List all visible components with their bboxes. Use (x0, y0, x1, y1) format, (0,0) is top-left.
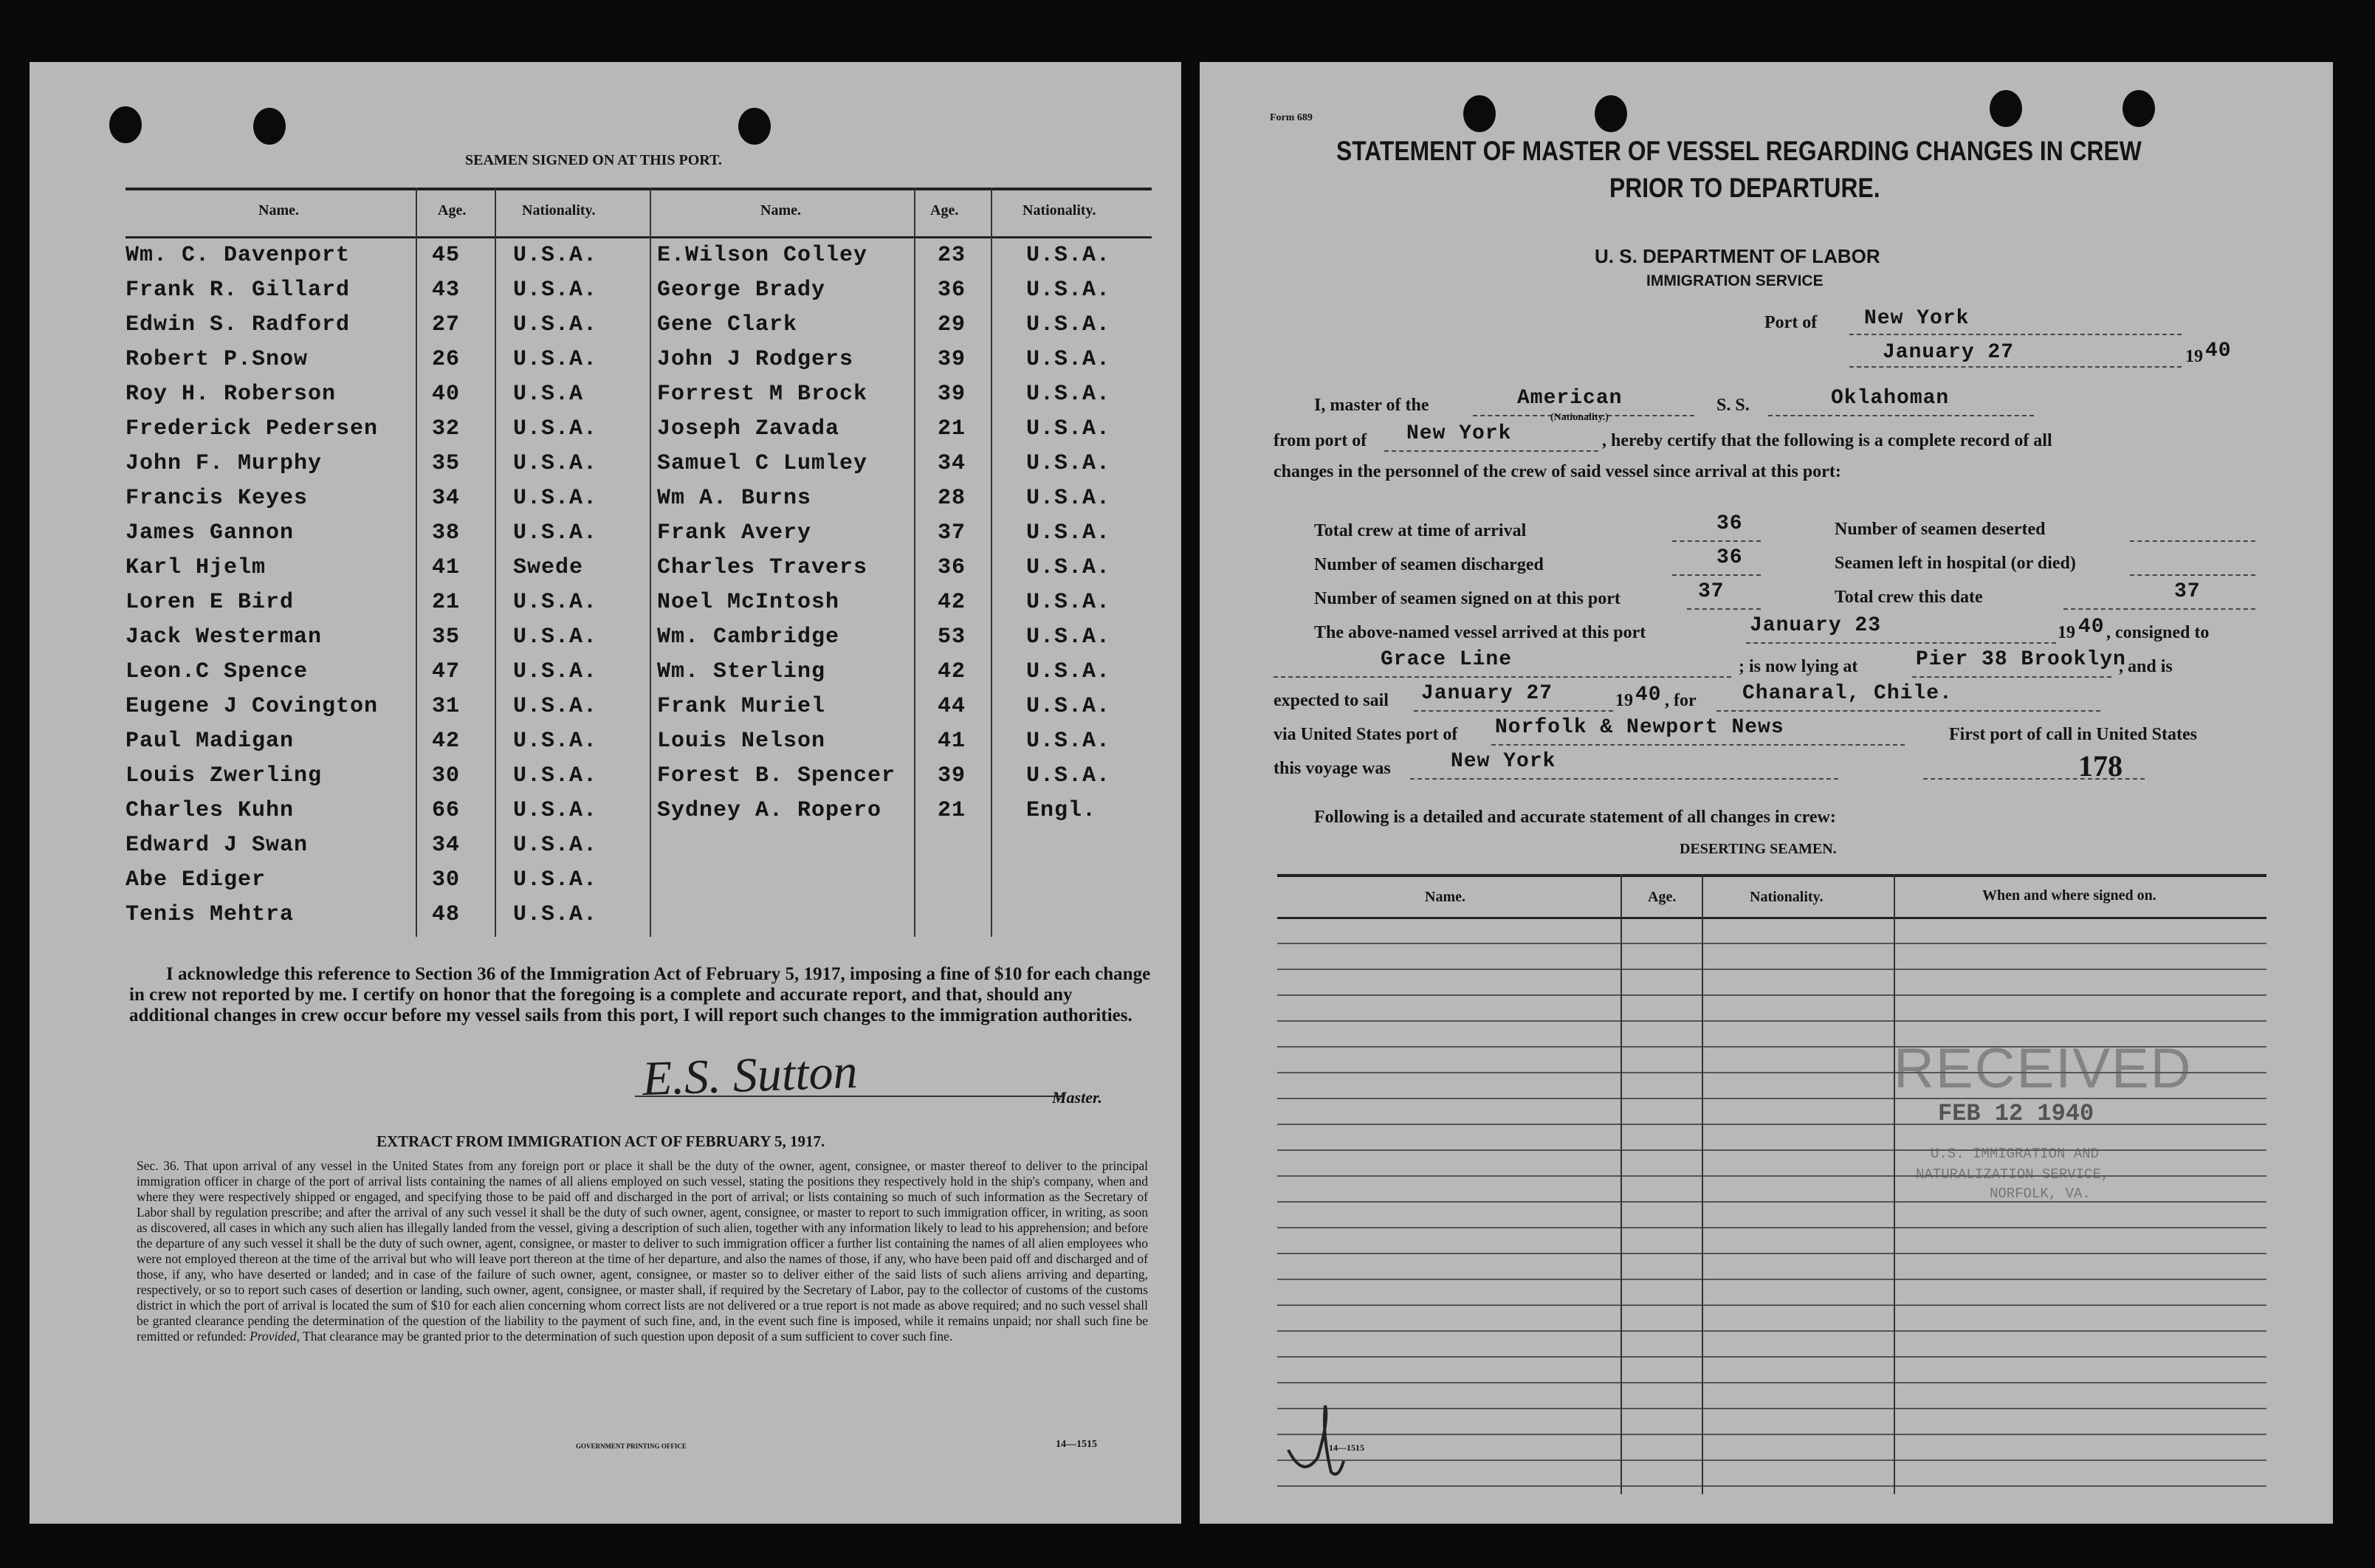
stat-value: 36 (1716, 512, 1743, 535)
crew-row (126, 273, 1152, 308)
master-line-label: I, master of the (1314, 396, 1429, 415)
punch-hole (109, 106, 142, 143)
crew-nat: U.S.A. (513, 694, 598, 719)
crew-age: 30 (432, 867, 461, 893)
col-name-2: Name. (760, 202, 801, 219)
crew-nat: U.S.A. (1026, 729, 1111, 754)
form-title-line1: STATEMENT OF MASTER OF VESSEL REGARDING CHANGES IN CREW (1336, 136, 2142, 166)
seamen-signed-header: SEAMEN SIGNED ON AT THIS PORT. (465, 152, 722, 168)
extract-proviso: That clearance may be granted prior to the determination of such question upon deposit of a sum sufficient to cover such fine. (303, 1329, 953, 1344)
crew-name: James Gannon (126, 520, 295, 546)
deserting-row (1277, 1382, 2266, 1383)
year-prefix: 19 (2185, 347, 2203, 366)
right-page (1200, 62, 2333, 1524)
crew-nat: U.S.A. (1026, 659, 1111, 684)
lying-value: Pier 38 Brooklyn (1916, 648, 2126, 671)
crew-nat: U.S.A. (513, 451, 598, 476)
crew-age: 35 (432, 451, 461, 476)
deserting-row (1277, 1459, 2266, 1461)
punch-hole (1990, 90, 2022, 127)
desert-col-age: Age. (1648, 889, 1677, 905)
service: IMMIGRATION SERVICE (1646, 272, 1824, 289)
crew-name: Sydney A. Ropero (657, 798, 882, 823)
arrived-year-prefix: 19 (2058, 623, 2075, 642)
crew-age: 36 (938, 278, 966, 303)
crew-nat: U.S.A. (513, 798, 598, 823)
lying-label: ; is now lying at (1739, 657, 1858, 676)
desert-col-when: When and where signed on. (1982, 887, 2156, 904)
crew-name: Karl Hjelm (126, 555, 267, 580)
crew-name: Louis Nelson (657, 729, 826, 754)
crew-row (126, 447, 1152, 481)
crew-name: Joseph Zavada (657, 416, 840, 441)
first-port-label: First port of call in United States (1949, 725, 2197, 744)
nationality-caption: (Nationality.) (1550, 412, 1609, 423)
crew-table-header (126, 188, 1152, 238)
stat-label: Number of seamen discharged (1314, 555, 1544, 574)
crew-row (126, 759, 1152, 794)
stat-value-2: 37 (2174, 580, 2201, 603)
crew-row (126, 828, 1152, 863)
crew-nat: U.S.A. (513, 902, 598, 927)
crew-name: Wm. C. Davenport (126, 243, 351, 268)
crew-name: Frank R. Gillard (126, 278, 351, 303)
stat-label: Total crew at time of arrival (1314, 521, 1527, 540)
crew-nat: U.S.A. (1026, 382, 1111, 407)
crew-nat: U.S.A. (1026, 312, 1111, 337)
voyage-label: this voyage was (1274, 759, 1391, 778)
crew-name: Roy H. Roberson (126, 382, 337, 407)
crew-row (126, 343, 1152, 377)
col-name-1: Name. (258, 202, 299, 219)
voyage-value: New York (1451, 750, 1556, 773)
crew-age: 32 (432, 416, 461, 441)
crew-nat: U.S.A. (1026, 763, 1111, 788)
date-value: January 27 (1883, 341, 2015, 364)
deserting-row (1277, 1020, 2266, 1022)
crew-age: 39 (938, 763, 966, 788)
crew-name: George Brady (657, 278, 826, 303)
ship-name: Oklahoman (1831, 387, 1950, 410)
crew-nat: U.S.A. (1026, 694, 1111, 719)
crew-row (126, 412, 1152, 447)
crew-name: Paul Madigan (126, 729, 295, 754)
crew-nat: U.S.A. (513, 520, 598, 546)
crew-name: Eugene J Covington (126, 694, 379, 719)
crew-age: 31 (432, 694, 461, 719)
crew-name: Frederick Pedersen (126, 416, 379, 441)
stat-value: 37 (1698, 580, 1725, 603)
crew-age: 42 (938, 590, 966, 615)
crew-name: Noel McIntosh (657, 590, 840, 615)
col-age-1: Age. (438, 202, 467, 219)
port-value: New York (1864, 307, 1970, 330)
crew-row (126, 724, 1152, 759)
consignee: Grace Line (1381, 648, 1513, 671)
form-title-line2: PRIOR TO DEPARTURE. (1609, 173, 1880, 203)
crew-nat: U.S.A. (1026, 278, 1111, 303)
crew-name: Francis Keyes (126, 486, 309, 511)
master-signature: E.S. Sutton (641, 1044, 859, 1107)
crew-age: 41 (938, 729, 966, 754)
initials-scribble (1274, 1391, 1377, 1487)
crew-row (126, 690, 1152, 724)
deserting-row (1277, 1253, 2266, 1254)
expected-label: expected to sail (1274, 691, 1389, 710)
port-label: Port of (1764, 313, 1818, 332)
from-port-value: New York (1406, 422, 1512, 445)
department: U. S. DEPARTMENT OF LABOR (1595, 245, 1880, 267)
crew-age: 34 (432, 486, 461, 511)
deserting-row (1277, 1434, 2266, 1435)
crew-nat: U.S.A. (513, 312, 598, 337)
deserting-row (1277, 1227, 2266, 1228)
nationality-value: American (1517, 387, 1623, 410)
for-label: , for (1665, 691, 1697, 710)
deserting-row (1277, 994, 2266, 996)
crew-row (126, 551, 1152, 585)
crew-name: Tenis Mehtra (126, 902, 295, 927)
crew-name: Wm. Cambridge (657, 625, 840, 650)
crew-row (126, 655, 1152, 690)
crew-nat: U.S.A. (513, 625, 598, 650)
crew-name: Edward J Swan (126, 833, 309, 858)
crew-age: 34 (938, 451, 966, 476)
crew-nat: U.S.A. (1026, 451, 1111, 476)
crew-age: 29 (938, 312, 966, 337)
extract-proviso-lead: Provided, (250, 1329, 300, 1344)
reference-number: 178 (2078, 749, 2123, 783)
crew-age: 28 (938, 486, 966, 511)
crew-nat: U.S.A. (513, 833, 598, 858)
stat-label: Number of seamen signed on at this port (1314, 589, 1620, 608)
crew-age: 39 (938, 382, 966, 407)
crew-name: Forrest M Brock (657, 382, 868, 407)
crew-name: John F. Murphy (126, 451, 323, 476)
extract-title: EXTRACT FROM IMMIGRATION ACT OF FEBRUARY 5, 1917. (377, 1132, 825, 1150)
crew-name: Samuel C Lumley (657, 451, 868, 476)
arrived-label: The above-named vessel arrived at this port (1314, 623, 1646, 642)
stat-label-2: Seamen left in hospital (or died) (1835, 554, 2076, 573)
crew-age: 45 (432, 243, 461, 268)
crew-name: John J Rodgers (657, 347, 854, 372)
arrived-date: January 23 (1750, 614, 1882, 637)
crew-name: Charles Kuhn (126, 798, 295, 823)
stat-label-2: Number of seamen deserted (1835, 520, 2046, 539)
crew-age: 42 (938, 659, 966, 684)
left-form-code: 14—1515 (1056, 1439, 1097, 1450)
crew-table (126, 188, 1152, 932)
crew-nat: U.S.A. (513, 243, 598, 268)
deserting-row (1277, 1201, 2266, 1203)
crew-name: Louis Zwerling (126, 763, 323, 788)
deserting-row (1277, 1330, 2266, 1332)
crew-name: Frank Muriel (657, 694, 826, 719)
crew-age: 43 (432, 278, 461, 303)
extract-body (137, 1158, 1148, 1344)
crew-name: Wm. Sterling (657, 659, 826, 684)
crew-age: 39 (938, 347, 966, 372)
crew-nat: U.S.A. (513, 659, 598, 684)
crew-age: 38 (432, 520, 461, 546)
and-is: , and is (2119, 657, 2173, 676)
crew-nat: U.S.A. (1026, 347, 1111, 372)
deserting-title: DESERTING SEAMEN. (1680, 841, 1837, 857)
punch-hole (738, 108, 771, 145)
crew-nat: U.S.A. (513, 278, 598, 303)
right-form-code: 14—1515 (1329, 1443, 1364, 1453)
stamp-line2: NATURALIZATION SERVICE, (1916, 1166, 2110, 1183)
crew-age: 47 (432, 659, 461, 684)
form-number: Form 689 (1270, 112, 1313, 123)
crew-name: Gene Clark (657, 312, 798, 337)
crew-age: 48 (432, 902, 461, 927)
changes-text: changes in the personnel of the crew of said vessel since arrival at this port: (1274, 462, 1841, 481)
crew-nat: U.S.A. (513, 763, 598, 788)
deserting-row (1277, 1408, 2266, 1409)
crew-nat: U.S.A (513, 382, 584, 407)
crew-age: 26 (432, 347, 461, 372)
deserting-row (1277, 1485, 2266, 1487)
crew-nat: Swede (513, 555, 584, 580)
crew-nat: U.S.A. (1026, 625, 1111, 650)
crew-nat: U.S.A. (1026, 520, 1111, 546)
consigned-label: , consigned to (2106, 623, 2210, 642)
crew-age: 53 (938, 625, 966, 650)
col-nat-1: Nationality. (522, 202, 596, 219)
stat-value: 36 (1716, 546, 1743, 569)
crew-age: 27 (432, 312, 461, 337)
crew-name: Edwin S. Radford (126, 312, 351, 337)
crew-row (126, 481, 1152, 516)
crew-age: 44 (938, 694, 966, 719)
crew-age: 37 (938, 520, 966, 546)
crew-nat: U.S.A. (513, 729, 598, 754)
crew-nat: U.S.A. (1026, 243, 1111, 268)
crew-nat: Engl. (1026, 798, 1097, 823)
crew-name: Forest B. Spencer (657, 763, 896, 788)
crew-row (126, 308, 1152, 343)
col-age-2: Age. (930, 202, 959, 219)
crew-age: 21 (432, 590, 461, 615)
master-label: Master. (1052, 1088, 1102, 1107)
crew-nat: U.S.A. (513, 486, 598, 511)
stat-label-2: Total crew this date (1835, 588, 1983, 607)
destination: Chanaral, Chile. (1742, 682, 1953, 705)
crew-row (126, 794, 1152, 828)
crew-nat: U.S.A. (1026, 486, 1111, 511)
crew-nat: U.S.A. (1026, 555, 1111, 580)
stamp-line1: U.S. IMMIGRATION AND (1931, 1146, 2100, 1162)
extract-text: Sec. 36. That upon arrival of any vessel in the United States from any foreign port or place it shall be the duty of the owner, agent, consignee, or master thereof to deliver to the principal immigration officer in charge of the port of arrival lists containing the names of all aliens employed on such vessel, stating the positions they respectively hold in the ship's company, when and where they were respectively shipped or engaged, and specifying those to be paid off and discharged in the port of arrival; or lists containing so much of such information as the Secretary of Labor shall by regulation prescribe; and after the arrival of any such vessel it shall be the duty of such owner, agent, consignee, or master to report to such immigration officer, in writing, as soon as discovered, all cases in which any such alien has illegally landed from the vessel, giving a description of such alien, together with any information likely to lead to his apprehension; and before the departure of any such vessel it shall be the duty of such owner, agent, consignee, or master to deliver to such immigration officer a further list containing the names of all alien employees who were not employed thereon at the time of the arrival but who will leave port thereon at the time of her departure, and also the names of those, if any, who have been paid off and discharged and of those, if any, who have deserted or landed; and in case of the failure of such owner, agent, consignee, or master so to deliver either of the said lists of such aliens arriving and departing, respectively, or so to report such cases of desertion or landing, such owner, agent, consignee, or master shall, if required by the Secretary of Labor, pay to the collector of customs of the customs district in which the port of arrival is located the sum of $10 for each alien concerning whom correct lists are not delivered or a true report is not made as above required; and no such vessel shall be granted clearance pending the determination of the question of the liability to the payment of such fine, and, in the event such fine is imposed, while it remains unpaid; nor shall such fine be remitted or refunded: (137, 1158, 1148, 1344)
crew-nat: U.S.A. (513, 867, 598, 893)
received-stamp (1894, 1036, 2193, 1202)
crew-nat: U.S.A. (513, 347, 598, 372)
sail-year-prefix: 19 (1615, 691, 1633, 710)
crew-row (126, 238, 1152, 273)
crew-age: 21 (938, 416, 966, 441)
crew-age: 36 (938, 555, 966, 580)
desert-col-nat: Nationality. (1750, 889, 1824, 905)
crew-name: Loren E Bird (126, 590, 295, 615)
col-nat-2: Nationality. (1022, 202, 1096, 219)
crew-name: Wm A. Burns (657, 486, 812, 511)
crew-name: Frank Avery (657, 520, 812, 546)
deserting-row (1277, 1304, 2266, 1306)
sail-date: January 27 (1421, 682, 1553, 705)
crew-nat: U.S.A. (1026, 590, 1111, 615)
punch-hole (253, 108, 286, 145)
crew-age: 34 (432, 833, 461, 858)
acknowledgement-text: I acknowledge this reference to Section 36 of the Immigration Act of February 5, 1917, imposing a fine of $10 for each change in crew not reported by me. I certify on honor that the foregoing is a complete and accurate report, and that, should any additional changes in crew occur before my vessel sails from this port, I will report such changes to the immigration authorities. (129, 964, 1151, 1025)
crew-nat: U.S.A. (513, 416, 598, 441)
crew-name: Leon.C Spence (126, 659, 309, 684)
stamp-received: RECEIVED (1894, 1037, 2193, 1100)
crew-row (126, 863, 1152, 898)
stamp-date: FEB 12 1940 (1938, 1100, 2094, 1127)
year-value: 40 (2205, 340, 2232, 362)
crew-age: 23 (938, 243, 966, 268)
crew-age: 30 (432, 763, 461, 788)
punch-hole (1463, 95, 1496, 132)
via-label: via United States port of (1274, 725, 1458, 744)
printer-mark: GOVERNMENT PRINTING OFFICE (576, 1443, 687, 1450)
crew-age: 40 (432, 382, 461, 407)
crew-rows (126, 238, 1152, 932)
deserting-row (1277, 969, 2266, 970)
sail-year: 40 (1635, 684, 1662, 706)
deserting-row (1277, 1356, 2266, 1358)
left-page (30, 62, 1181, 1524)
via-value: Norfolk & Newport News (1495, 716, 1784, 739)
crew-nat: U.S.A. (1026, 416, 1111, 441)
crew-row (126, 516, 1152, 551)
crew-nat: U.S.A. (513, 590, 598, 615)
crew-row (126, 377, 1152, 412)
crew-row (126, 585, 1152, 620)
desert-col-name: Name. (1425, 889, 1465, 905)
from-port-label: from port of (1274, 431, 1367, 450)
deserting-row (1277, 943, 2266, 944)
crew-age: 41 (432, 555, 461, 580)
certify-text: , hereby certify that the following is a complete record of all (1602, 431, 2052, 450)
crew-age: 21 (938, 798, 966, 823)
crew-name: E.Wilson Colley (657, 243, 868, 268)
following-text: Following is a detailed and accurate statement of all changes in crew: (1314, 808, 1836, 827)
crew-age: 35 (432, 625, 461, 650)
crew-row (126, 898, 1152, 932)
crew-age: 42 (432, 729, 461, 754)
crew-row (126, 620, 1152, 655)
crew-name: Abe Ediger (126, 867, 267, 893)
stamp-line3: NORFOLK, VA. (1990, 1186, 2091, 1202)
crew-name: Robert P.Snow (126, 347, 309, 372)
crew-age: 66 (432, 798, 461, 823)
arrived-year: 40 (2078, 616, 2105, 639)
punch-hole (2123, 90, 2155, 127)
punch-hole (1595, 95, 1627, 132)
crew-name: Jack Westerman (126, 625, 323, 650)
deserting-row (1277, 1279, 2266, 1280)
ss-label: S. S. (1716, 396, 1750, 415)
crew-name: Charles Travers (657, 555, 868, 580)
